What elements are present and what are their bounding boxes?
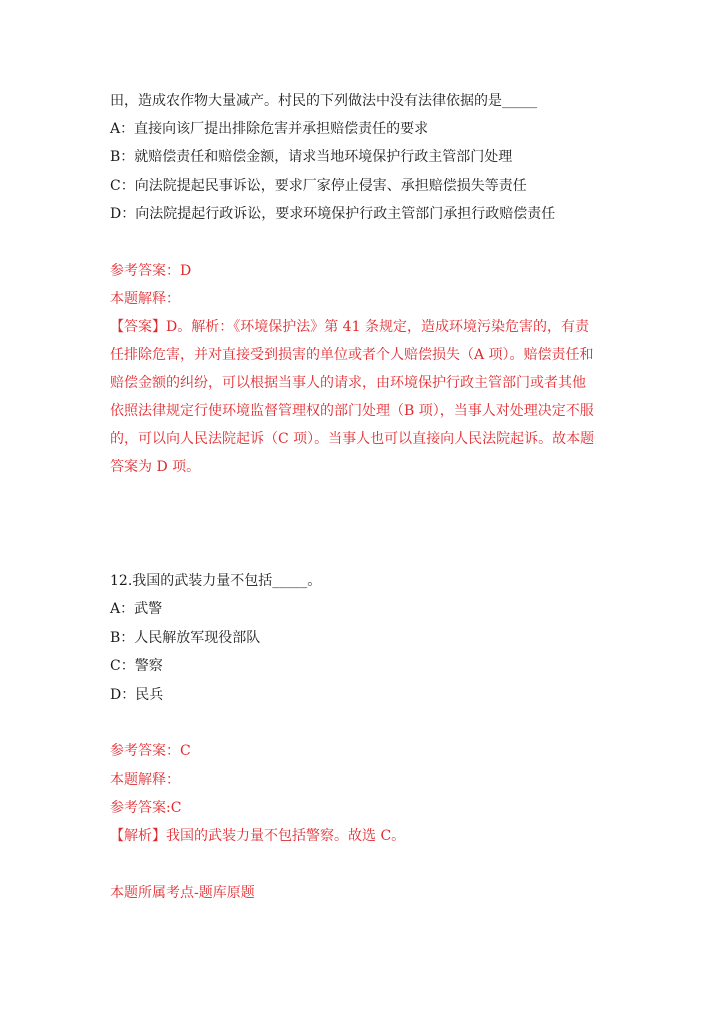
reference-answer-2: 参考答案:C — [110, 800, 182, 816]
explanation-line: 【答案】D。解析：《环境保护法》第 41 条规定，造成环境污染危害的，有责 — [110, 319, 589, 335]
option-a: A：武警 — [110, 601, 163, 617]
reference-answer: 参考答案：C — [110, 743, 191, 759]
explanation-label: 本题解释： — [110, 291, 180, 307]
question-stem: 田，造成农作物大量减产。村民的下列做法中没有法律依据的是_____ — [110, 93, 537, 109]
explanation-line: 依照法律规定行使环境监督管理权的部门处理（B 项），当事人对处理决定不服 — [110, 403, 594, 419]
question-stem: 12.我国的武装力量不包括_____。 — [110, 573, 322, 589]
option-b: B：人民解放军现役部队 — [110, 630, 261, 646]
option-a: A：直接向该厂提出排除危害并承担赔偿责任的要求 — [110, 121, 429, 137]
explanation-line: 赔偿金额的纠纷，可以根据当事人的请求，由环境保护行政主管部门或者其他 — [110, 375, 586, 391]
explanation-line: 任排除危害，并对直接受到损害的单位或者个人赔偿损失（A 项）。赔偿责任和 — [110, 347, 594, 363]
explanation-line: 答案为 D 项。 — [110, 459, 201, 475]
explanation-label: 本题解释： — [110, 772, 180, 788]
option-d: D：民兵 — [110, 687, 164, 703]
explanation-text: 【解析】我国的武装力量不包括警察。故选 C。 — [110, 828, 406, 844]
option-b: B：就赔偿责任和赔偿金额，请求当地环境保护行政主管部门处理 — [110, 149, 513, 165]
option-d: D：向法院提起行政诉讼，要求环境保护行政主管部门承担行政赔偿责任 — [110, 206, 556, 222]
explanation-line: 的，可以向人民法院起诉（C 项）。当事人也可以直接向人民法院起诉。故本题 — [110, 431, 595, 447]
option-c: C：向法院提起民事诉讼，要求厂家停止侵害、承担赔偿损失等责任 — [110, 178, 527, 194]
option-c: C：警察 — [110, 658, 163, 674]
reference-answer: 参考答案：D — [110, 263, 192, 279]
knowledge-point-footer: 本题所属考点-题库原题 — [110, 885, 255, 901]
explanation-text — [110, 313, 615, 481]
